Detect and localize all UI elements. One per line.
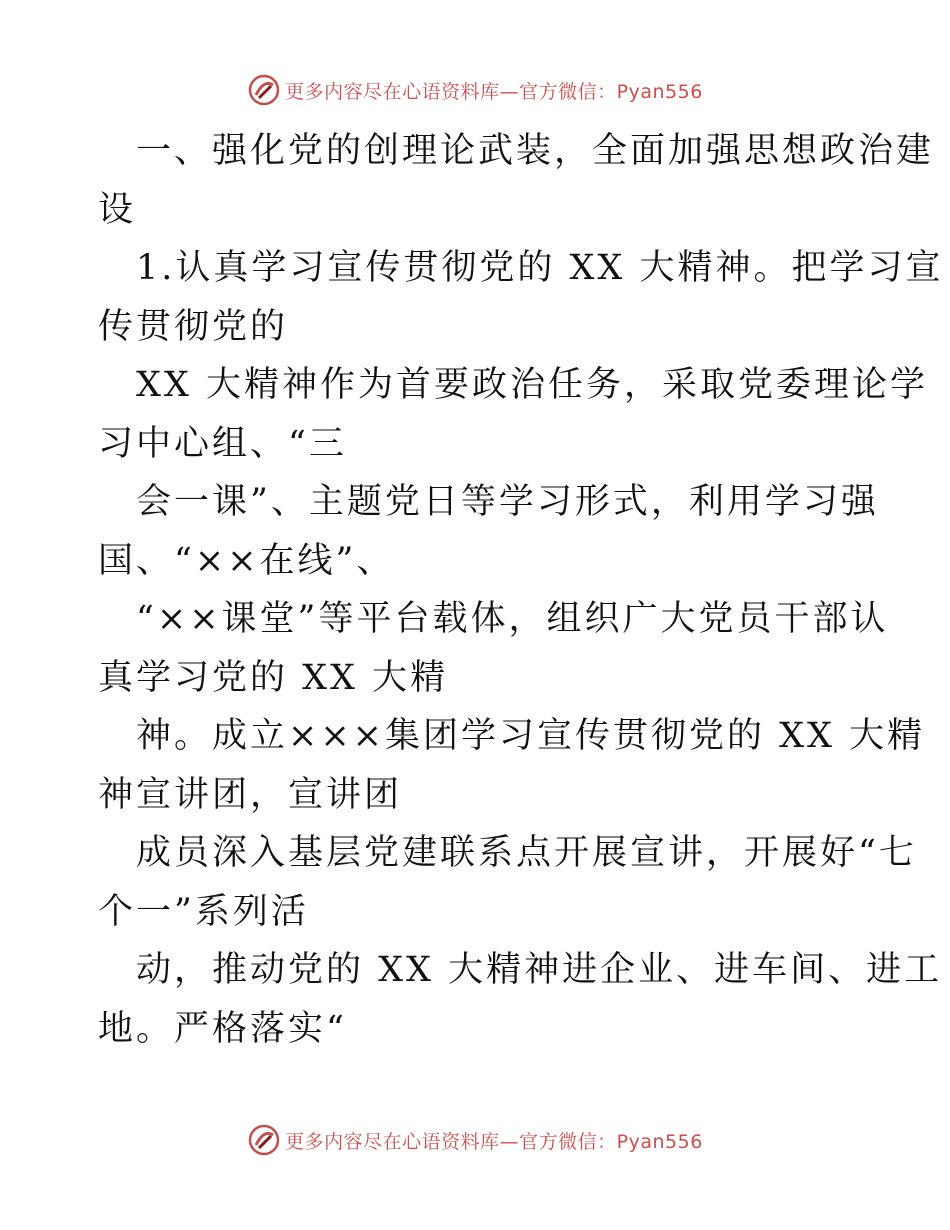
footer-watermark-banner [0,1120,950,1160]
text-line: 会一课”、主题党日等学习形式，利用学习强 [136,482,879,522]
text-line: 神宣讲团，宣讲团 [98,774,403,815]
text-line: 设 [98,189,137,230]
text-line: 1.认真学习宣传贯彻党的 XX 大精神。把学习宣 [136,248,944,288]
seal-logo-icon [247,1123,281,1157]
watermark-text: 更多内容尽在心语资料库—官方微信：Pyan556 [285,1130,703,1153]
document-body [98,122,944,1058]
header-watermark-banner [0,70,950,110]
seal-logo-icon [247,73,281,107]
text-line: 国、“××在线”、 [98,540,395,581]
text-line: 个一”系列活 [98,891,309,932]
watermark-text: 更多内容尽在心语资料库—官方微信：Pyan556 [285,80,703,103]
text-line: 地。严格落实“ [98,1008,347,1049]
text-line: 习中心组、“三 [98,423,347,464]
text-line: 真学习党的 XX 大精 [98,657,449,698]
text-line: 动，推动党的 XX 大精神进企业、进车间、进工 [136,950,943,990]
text-line: “××课堂”等平台载体，组织广大党员干部认 [136,599,889,639]
text-line: 神。成立×××集团学习宣传贯彻党的 XX 大精 [136,716,926,756]
text-line: 成员深入基层党建联系点开展宣讲，开展好“七 [136,833,917,873]
text-line: 传贯彻党的 [98,306,289,347]
text-line: XX 大精神作为首要政治任务，采取党委理论学 [136,365,928,405]
section-heading: 一、强化党的创理论武装，全面加强思想政治建 [136,131,935,171]
